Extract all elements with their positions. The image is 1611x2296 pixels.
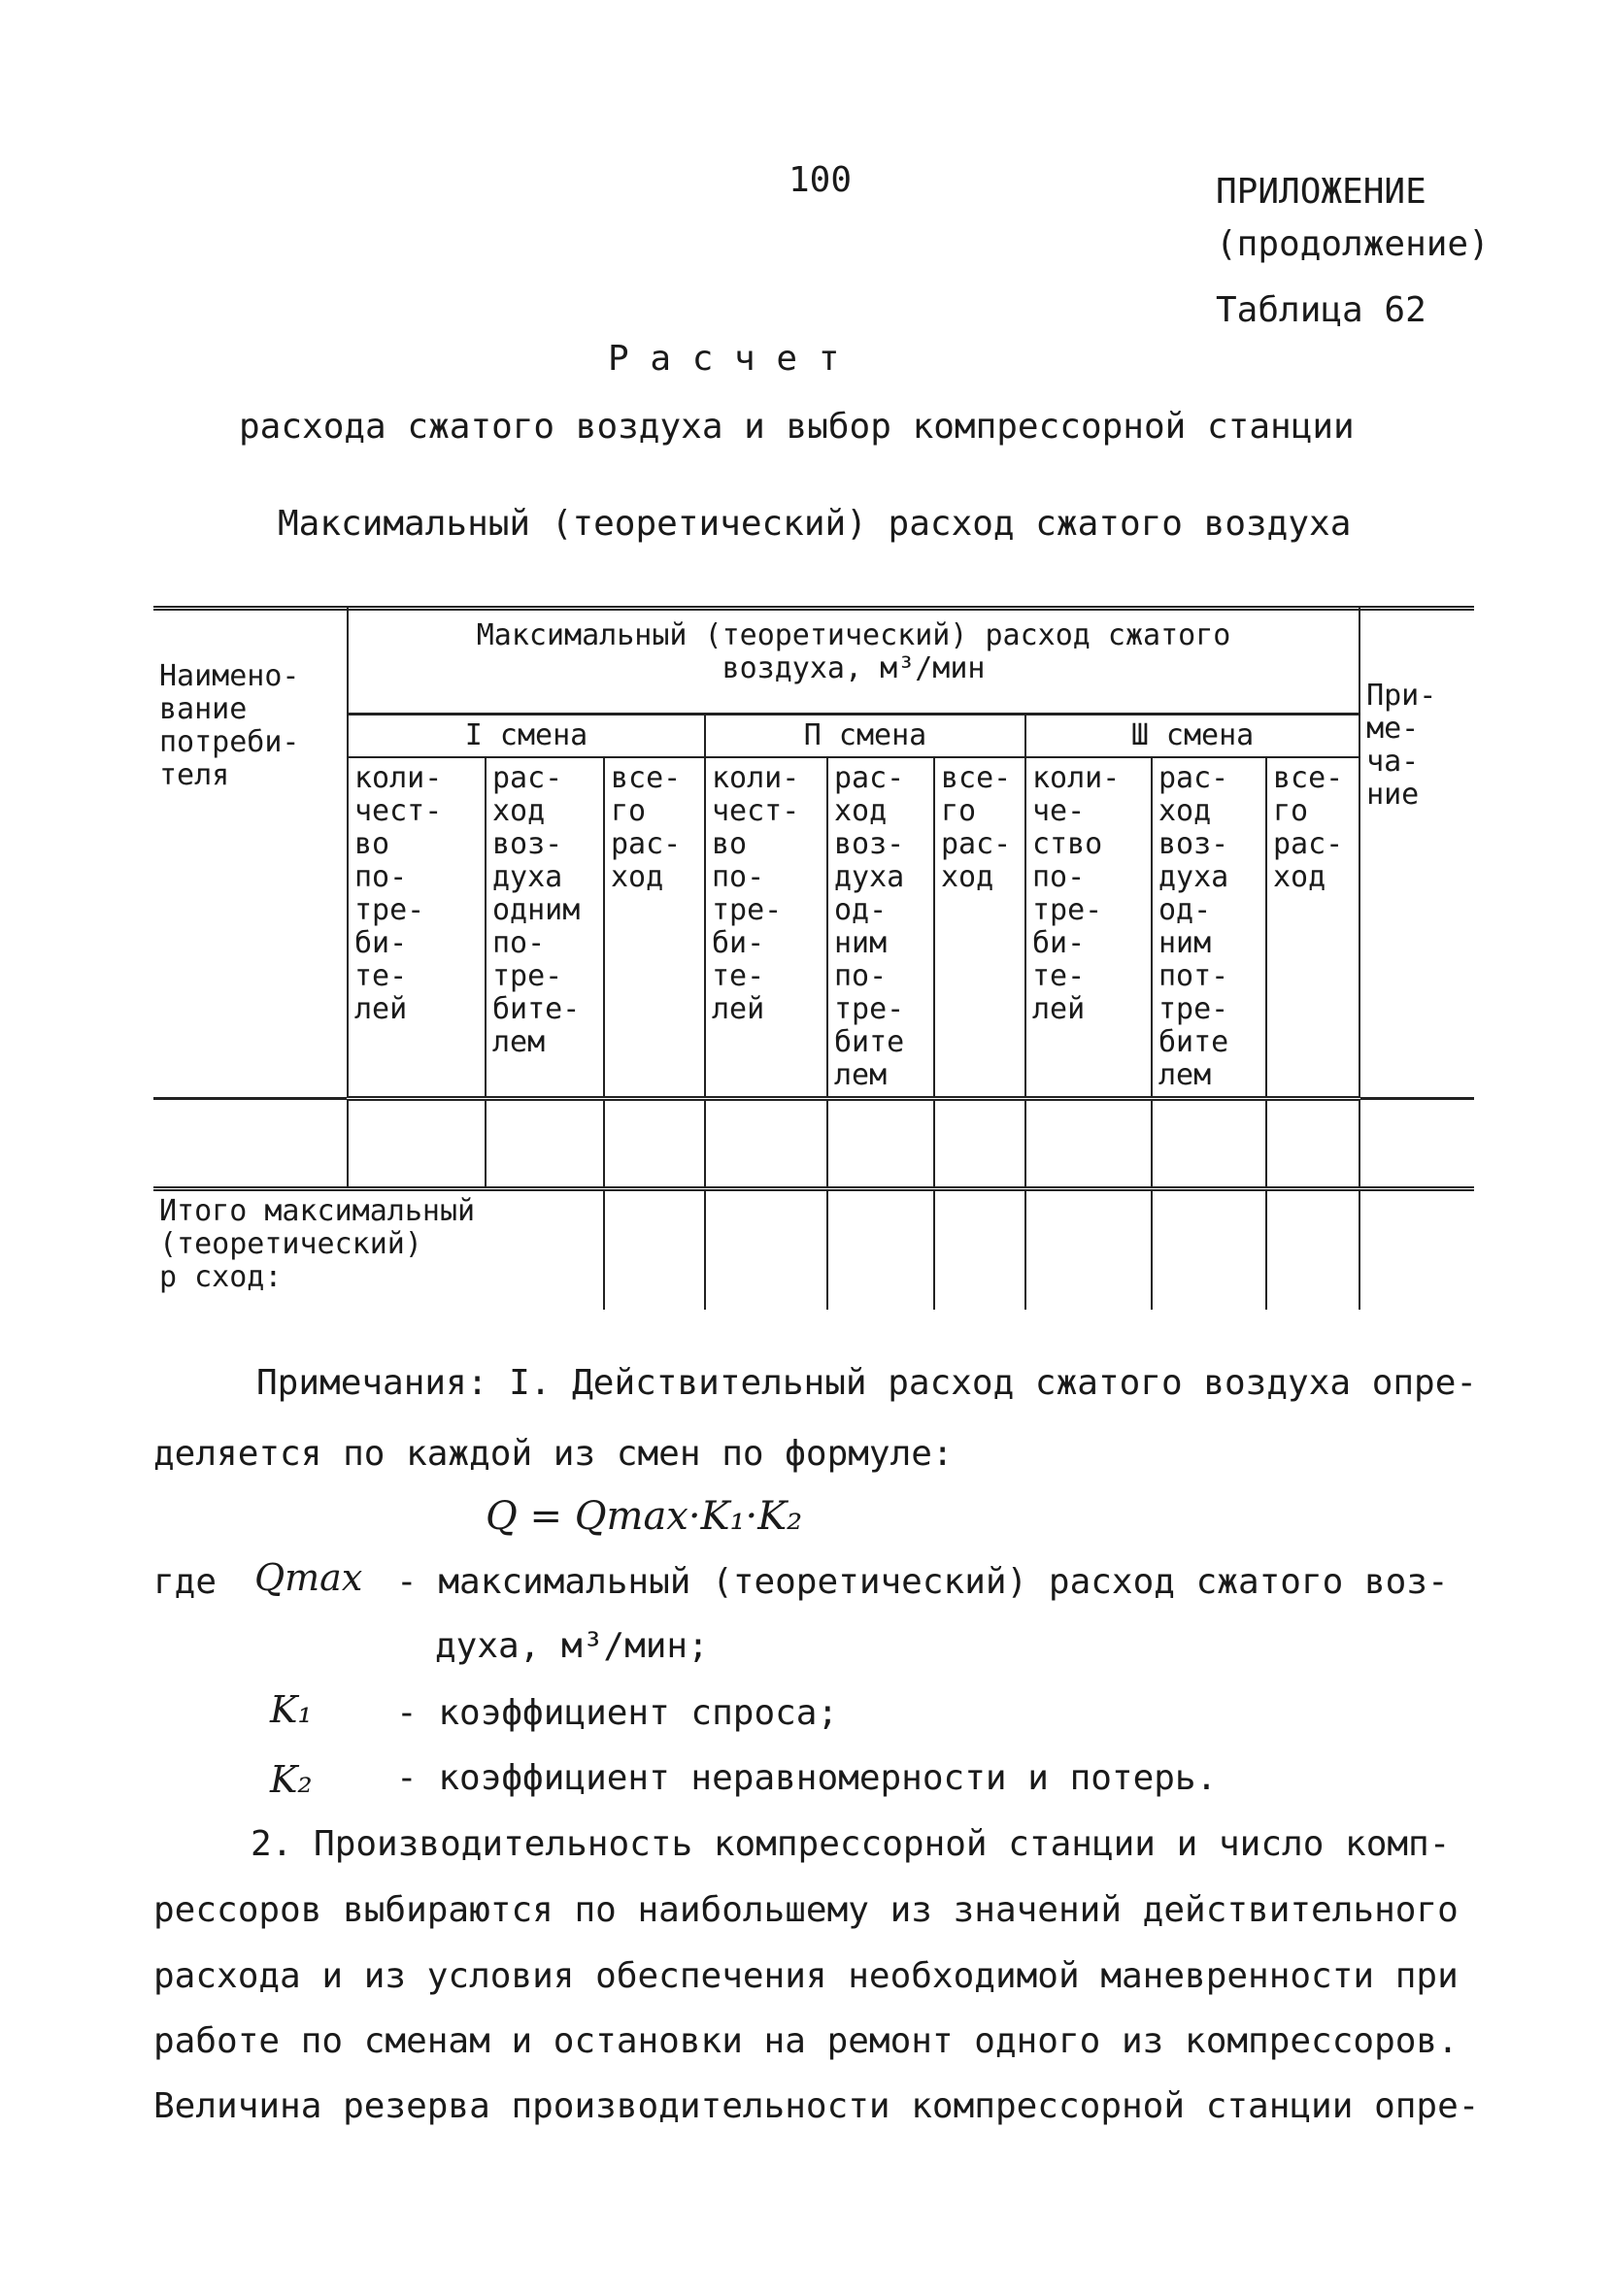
sub-header-rate-1: рас- ход воз- духа одним по- тре- бите- лем <box>486 757 604 1099</box>
title-subheading: расхода сжатого воздуха и выбор компрессорной станции <box>239 407 1355 447</box>
sub-header-qty-1: коли- чест- во по- тре- би- те- лей <box>348 757 486 1099</box>
note2-line3: расхода и из условия обеспечения необходимой маневренности при <box>153 1956 1459 1996</box>
appendix-label: ПРИЛОЖЕНИЕ <box>1216 172 1426 212</box>
shift-header-3: Ш смена <box>1025 715 1359 758</box>
total-label: Итого максимальный (теоретический) р сход: <box>159 1194 476 1294</box>
def2-text: - коэффициент спроса; <box>396 1693 839 1733</box>
col-header-note: При- ме- ча- ние <box>1359 606 1474 1099</box>
col-header-consumer: Наимено- вание потреби- теля <box>153 606 348 1099</box>
where-label: где <box>153 1562 218 1602</box>
total-row <box>153 1189 1474 1311</box>
symbol-k1: K₁ <box>270 1688 313 1731</box>
symbol-qmax: Qmax <box>254 1556 363 1599</box>
note1-line1: Примечания: I. Действительный расход сжатого воздуха опре- <box>256 1363 1478 1403</box>
formula: Q = Qmax·K₁·K₂ <box>486 1494 803 1539</box>
sub-header-total-1: все- го рас- ход <box>604 757 705 1099</box>
sub-header-total-3: все- го рас- ход <box>1266 757 1359 1099</box>
def1-line2: духа, м³/мин; <box>435 1626 709 1666</box>
continuation-label: (продолжение) <box>1216 224 1490 264</box>
note2-line2: рессоров выбираются по наибольшему из значений действительного <box>153 1890 1459 1930</box>
note1-line2: деляется по каждой из смен по формуле: <box>153 1434 954 1474</box>
sub-header-total-2: все- го рас- ход <box>934 757 1025 1099</box>
def1-line1: - максимальный (теоретический) расход сжатого воз- <box>396 1562 1449 1602</box>
def3-text: - коэффициент неравномерности и потерь. <box>396 1758 1218 1798</box>
sub-header-rate-2: рас- ход воз- духа од- ним по- тре- бите лем <box>827 757 934 1099</box>
table-row <box>153 1099 1474 1189</box>
table-label: Таблица 62 <box>1216 290 1426 330</box>
title-heading: Р а с ч е т <box>608 339 840 379</box>
group-header: Максимальный (теоретический) расход сжатого воздуха, м³/мин <box>348 606 1359 715</box>
page-number: 100 <box>789 160 853 200</box>
shift-header-2: П смена <box>705 715 1025 758</box>
sub-header-qty-2: коли- чест- во по- тре- би- те- лей <box>705 757 827 1099</box>
table-caption: Максимальный (теоретический) расход сжатого воздуха <box>278 504 1352 544</box>
consumption-table <box>153 606 1474 1329</box>
note2-line1: 2. Производительность компрессорной станции и число комп- <box>251 1824 1451 1864</box>
sub-header-rate-3: рас- ход воз- духа од- ним пот- тре- бите лем <box>1152 757 1266 1099</box>
shift-header-1: I смена <box>348 715 705 758</box>
symbol-k2: K₂ <box>270 1758 313 1801</box>
sub-header-qty-3: коли- че- ство по- тре- би- те- лей <box>1025 757 1152 1099</box>
note2-line4: работе по сменам и остановки на ремонт одного из компрессоров. <box>153 2021 1459 2061</box>
note2-line5: Величина резерва производительности компрессорной станции опре- <box>153 2086 1480 2126</box>
